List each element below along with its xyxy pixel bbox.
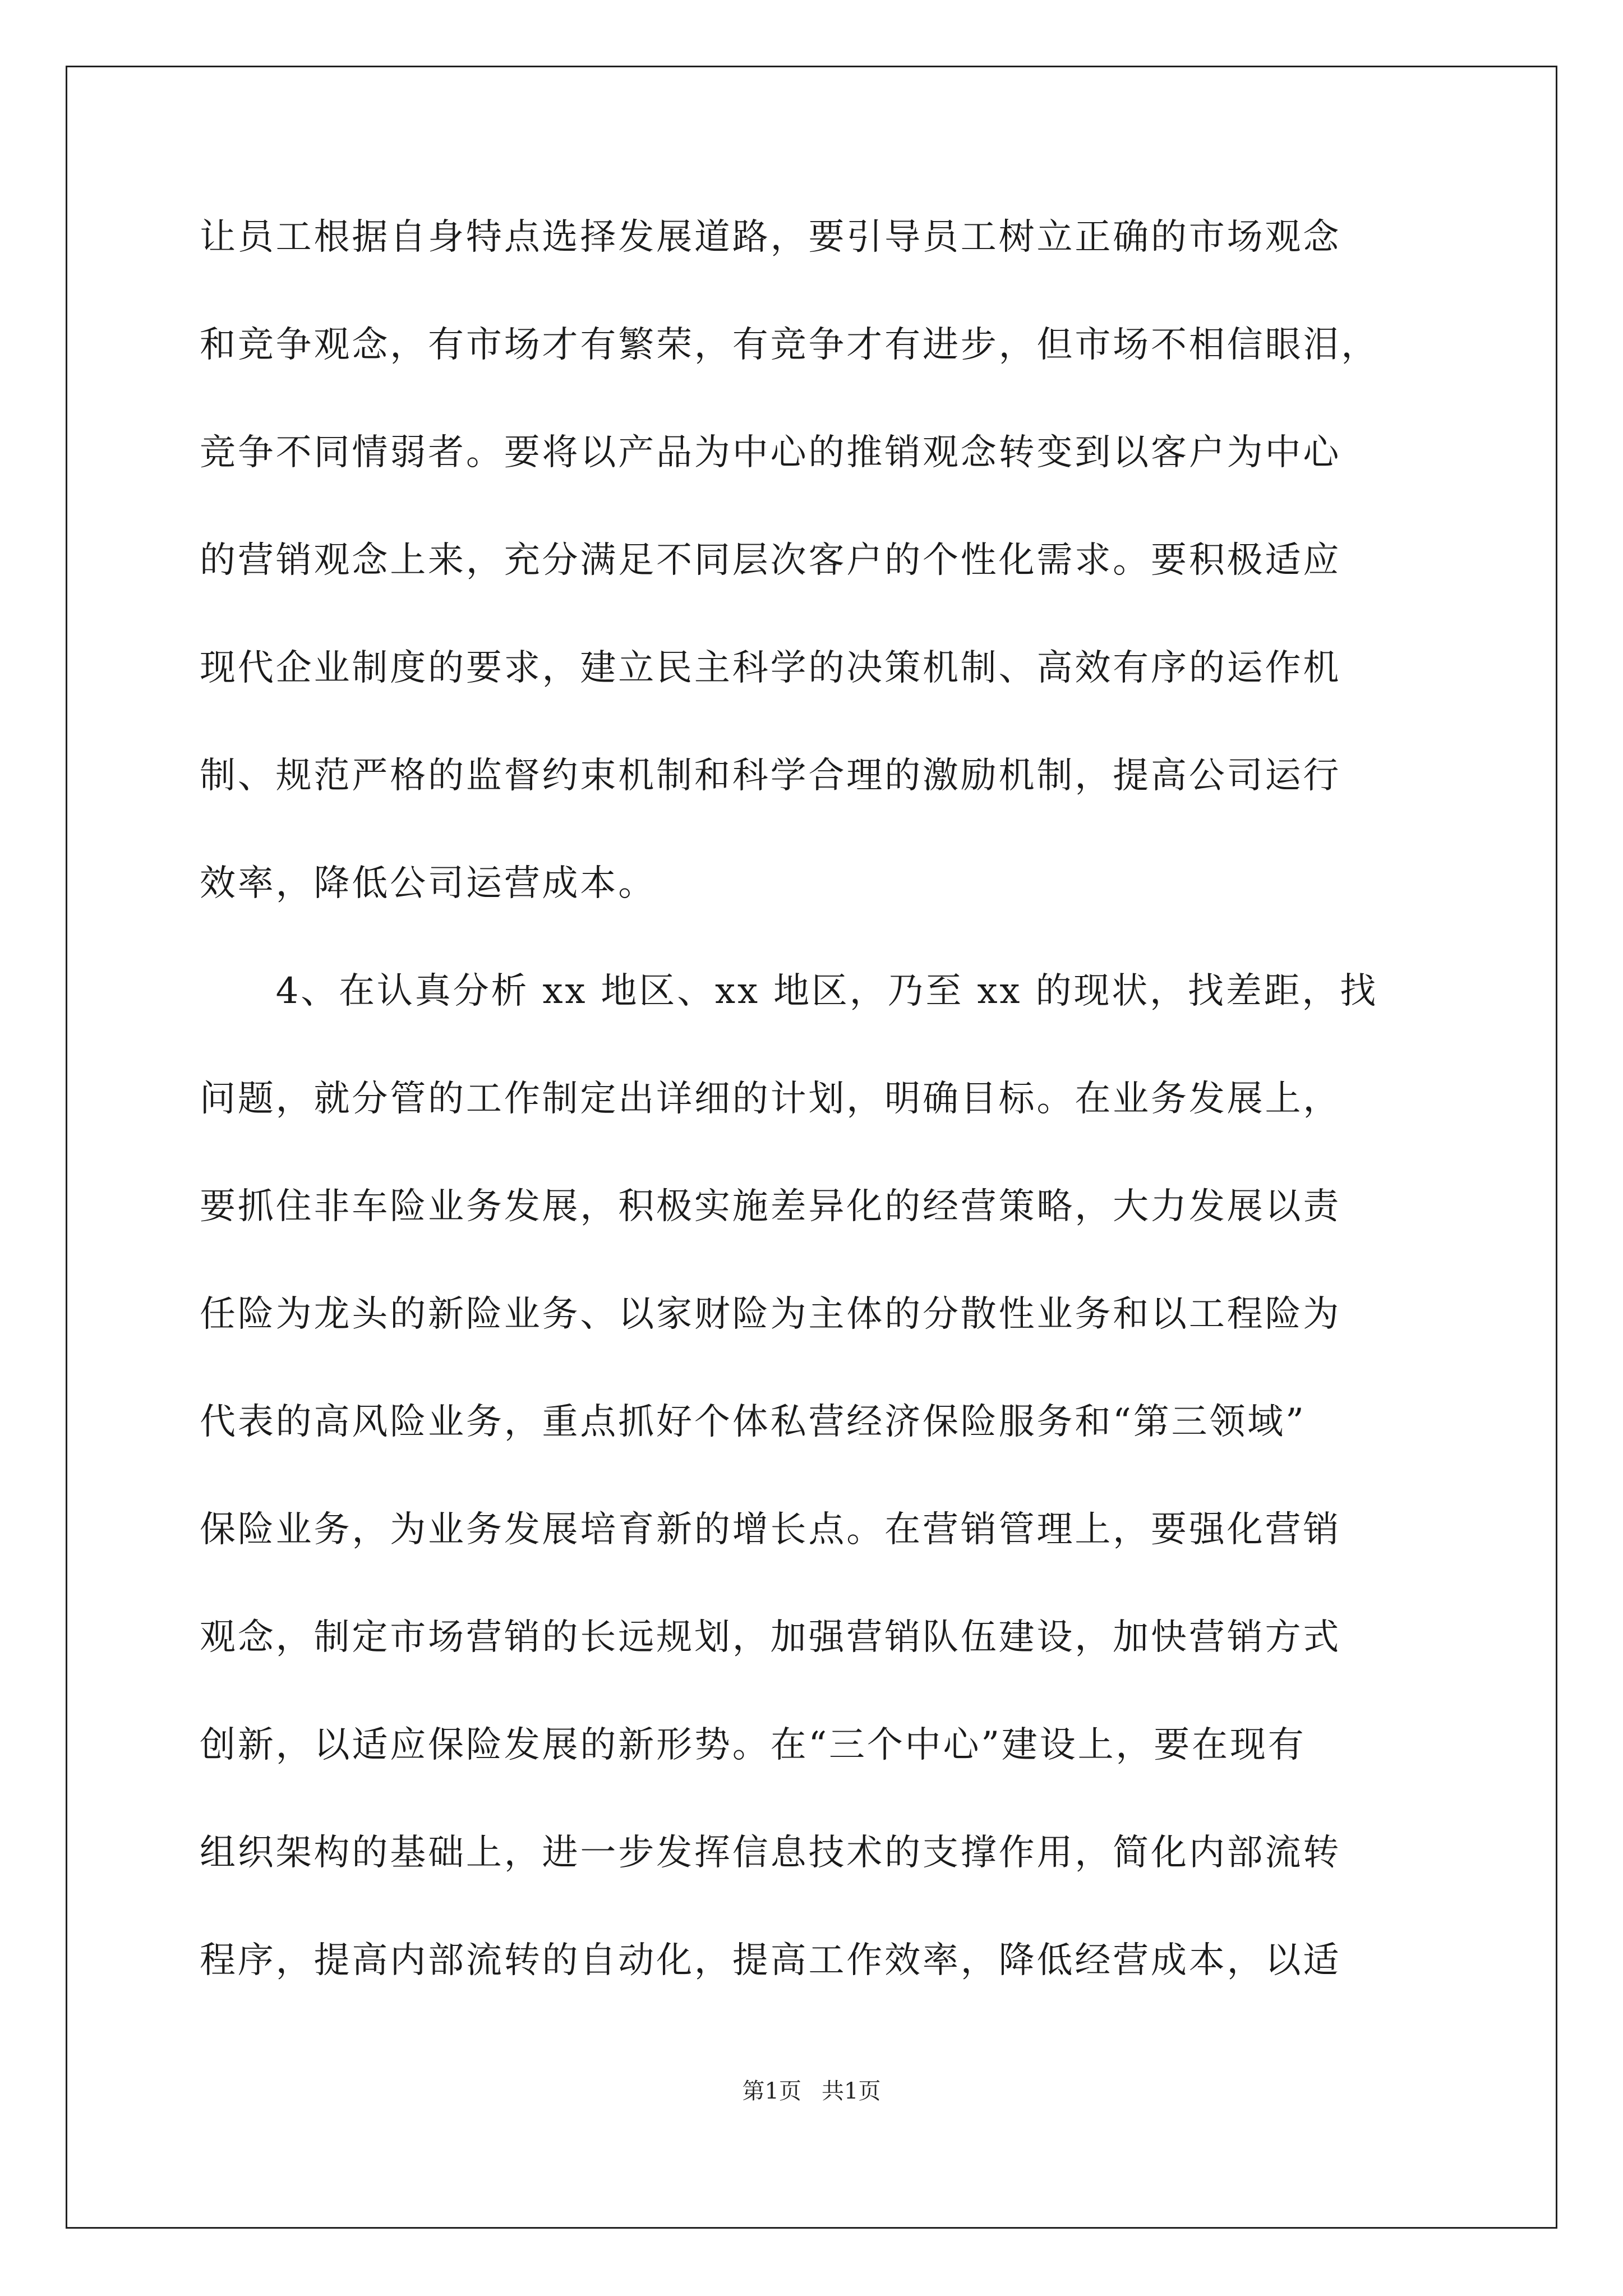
text-line: 创新，以适应保险发展的新形势。在“三个中心”建设上，要在现有 [200,1724,1306,1766]
text-line: 代表的高风险业务，重点抓好个体私营经济保险服务和“第三领域” [200,1401,1306,1443]
text-line: 4、在认真分析 xx 地区、xx 地区，乃至 xx 的现状，找差距，找 [200,970,1378,1012]
text-line: 的营销观念上来，充分满足不同层次客户的个性化需求。要积极适应 [200,540,1341,581]
page-footer [0,2076,1623,2107]
page-total: 共1页 [822,2078,881,2104]
text-line: 观念，制定市场营销的长远规划，加强营销队伍建设，加快营销方式 [200,1617,1341,1658]
text-line: 保险业务，为业务发展培育新的增长点。在营销管理上，要强化营销 [200,1509,1341,1550]
page-number: 第1页 [742,2078,801,2104]
text-line: 制、规范严格的监督约束机制和科学合理的激励机制，提高公司运行 [200,755,1341,797]
document-body [200,210,1433,2041]
text-line: 程序，提高内部流转的自动化，提高工作效率，降低经营成本，以适 [200,1940,1341,1981]
text-line: 竞争不同情弱者。要将以产品为中心的推销观念转变到以客户为中心 [200,432,1341,473]
text-line: 让员工根据自身特点选择发展道路，要引导员工树立正确的市场观念 [200,217,1341,258]
text-line: 要抓住非车险业务发展，积极实施差异化的经营策略，大力发展以责 [200,1186,1341,1227]
text-line: 现代企业制度的要求，建立民主科学的决策机制、高效有序的运作机 [200,647,1341,689]
text-line: 和竞争观念，有市场才有繁荣，有竞争才有进步，但市场不相信眼泪， [200,324,1380,366]
text-line: 效率，降低公司运营成本。 [200,863,657,904]
text-line: 任险为龙头的新险业务、以家财险为主体的分散性业务和以工程险为 [200,1294,1341,1335]
text-line: 问题，就分管的工作制定出详细的计划，明确目标。在业务发展上， [200,1078,1341,1120]
text-line: 组织架构的基础上，进一步发挥信息技术的支撑作用，简化内部流转 [200,1832,1341,1874]
